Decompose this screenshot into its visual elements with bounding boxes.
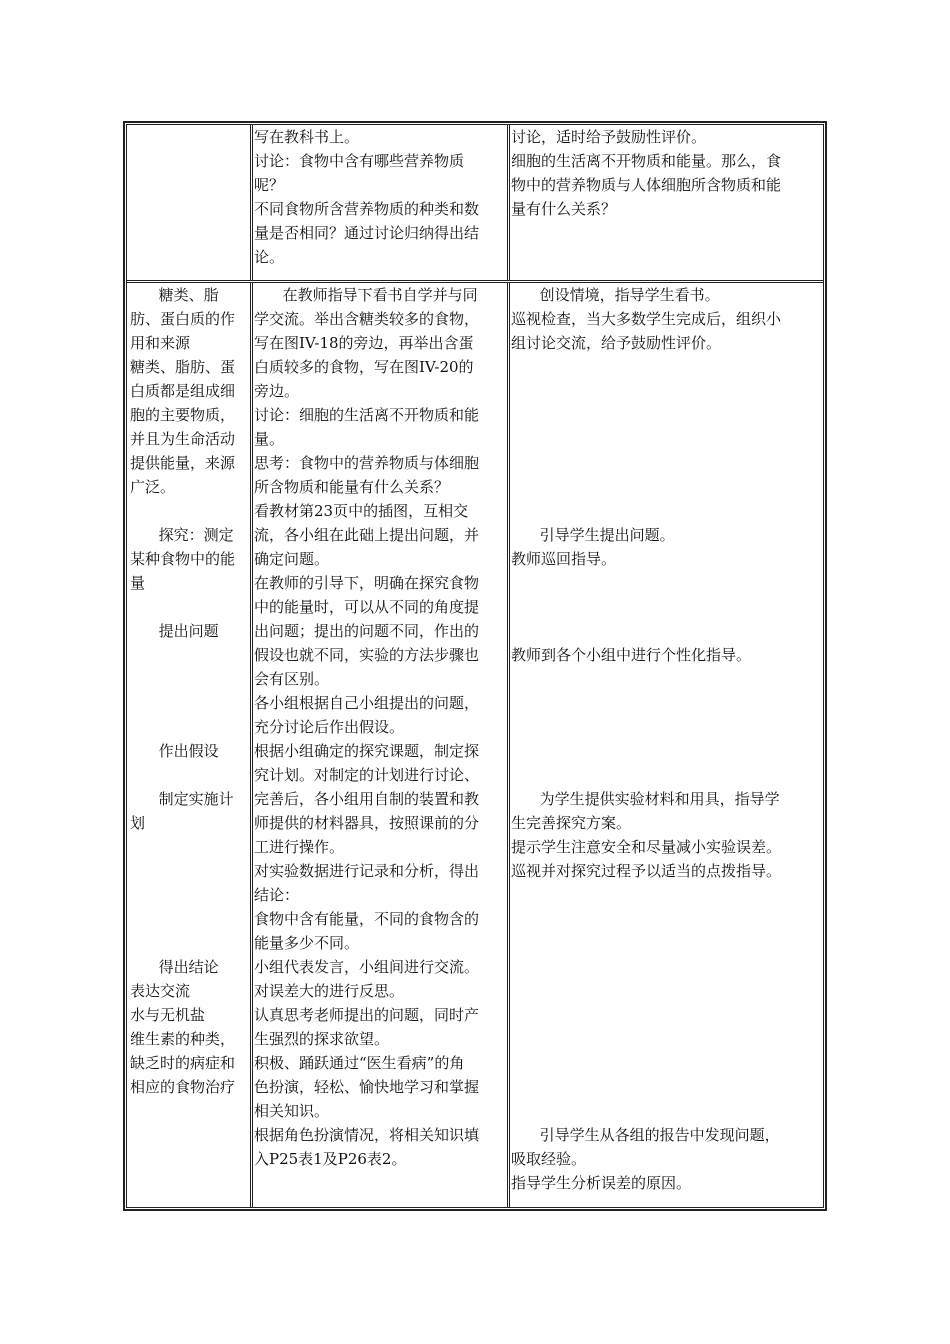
cell-paragraph: 看教材第23页中的插图，互相交 流，各小组在此础上提出问题，并 确定问题。 xyxy=(254,502,480,568)
cell-paragraph: 提示学生注意安全和尽量减小实验误差。 xyxy=(511,838,782,856)
cell-paragraph: 讨论：细胞的生活离不开物质和能 量。 xyxy=(254,406,480,448)
cell-paragraph: 对实验数据进行记录和分析，得出 结论： xyxy=(254,862,480,904)
cell-paragraph xyxy=(511,619,823,643)
stage-cell xyxy=(130,125,250,280)
cell-paragraph: 对误差大的进行反思。 xyxy=(254,982,405,1000)
stage-cell xyxy=(130,283,250,1207)
cell-paragraph xyxy=(130,667,250,691)
cell-paragraph: 维生素的种类， 缺乏时的病症和 相应的食物治疗 xyxy=(130,1030,236,1096)
cell-paragraph xyxy=(130,883,250,907)
cell-paragraph xyxy=(130,907,250,931)
cell-paragraph: 糖类、脂肪、蛋 白质都是组成细 胞的主要物质， 并且为生命活动 提供能量，来源 广泛。 xyxy=(130,358,236,496)
column-divider xyxy=(250,125,253,280)
cell-paragraph xyxy=(511,907,823,931)
cell-paragraph: 指导学生分析误差的原因。 xyxy=(511,1174,692,1192)
cell-paragraph xyxy=(130,931,250,955)
cell-paragraph xyxy=(511,427,823,451)
cell-paragraph xyxy=(511,595,823,619)
cell-paragraph xyxy=(511,1075,823,1099)
cell-paragraph xyxy=(511,403,823,427)
cell-paragraph: 糖类、脂 肪、蛋白质的作 用和来源 xyxy=(130,286,236,352)
student-activity-cell xyxy=(254,125,506,280)
cell-paragraph: 得出结论 xyxy=(130,958,219,976)
cell-paragraph xyxy=(130,595,250,619)
cell-paragraph xyxy=(511,955,823,979)
cell-paragraph xyxy=(511,1027,823,1051)
cell-paragraph xyxy=(511,571,823,595)
cell-paragraph: 水与无机盐 xyxy=(130,1006,206,1024)
cell-paragraph: 提出问题 xyxy=(130,622,219,640)
cell-paragraph xyxy=(511,883,823,907)
cell-paragraph: 表达交流 xyxy=(130,982,191,1000)
cell-paragraph: 讨论：食物中含有哪些营养物质 呢？ xyxy=(254,152,465,194)
cell-paragraph: 不同食物所含营养物质的种类和数 量是否相同？通过讨论归纳得出结 论。 xyxy=(254,200,480,266)
cell-paragraph: 写在教科书上。 xyxy=(254,128,360,146)
cell-paragraph xyxy=(130,859,250,883)
cell-paragraph xyxy=(130,715,250,739)
student-activity-cell xyxy=(254,283,506,1207)
cell-paragraph xyxy=(511,691,823,715)
cell-paragraph: 巡视检查，当大多数学生完成后，组织小 组讨论交流，给予鼓励性评价。 xyxy=(511,310,782,352)
cell-paragraph: 思考：食物中的营养物质与体细胞 所含物质和能量有什么关系？ xyxy=(254,454,480,496)
cell-paragraph: 作出假设 xyxy=(130,742,219,760)
cell-paragraph: 根据角色扮演情况，将相关知识填 入P25表1及P26表2。 xyxy=(254,1126,480,1168)
cell-paragraph: 为学生提供实验材料和用具，指导学 生完善探究方案。 xyxy=(511,790,780,832)
cell-paragraph xyxy=(511,1099,823,1123)
cell-paragraph: 细胞的生活离不开物质和能量。那么，食 物中的营养物质与人体细胞所含物质和能 量有什么关系？ xyxy=(511,152,782,218)
cell-paragraph: 教师巡回指导。 xyxy=(511,550,617,568)
cell-paragraph xyxy=(511,355,823,379)
cell-paragraph xyxy=(511,739,823,763)
cell-paragraph xyxy=(511,475,823,499)
cell-paragraph: 制定实施计 划 xyxy=(130,790,234,832)
cell-paragraph xyxy=(511,451,823,475)
column-divider xyxy=(250,283,253,1207)
cell-paragraph xyxy=(511,667,823,691)
lesson-plan-table xyxy=(126,124,824,1208)
cell-paragraph: 根据小组确定的探究课题，制定探 究计划。对制定的计划进行讨论、 完善后，各小组用自制的装置和教 师提供的材料器具，按照课前的分 工进行操作。 xyxy=(254,742,480,856)
teacher-activity-cell xyxy=(511,283,823,1207)
cell-paragraph: 创设情境，指导学生看书。 xyxy=(511,286,720,304)
cell-paragraph xyxy=(511,1003,823,1027)
cell-paragraph xyxy=(511,979,823,1003)
cell-paragraph: 食物中含有能量，不同的食物含的 能量多少不同。 xyxy=(254,910,480,952)
cell-paragraph: 探究：测定 某种食物中的能 量 xyxy=(130,526,236,592)
cell-paragraph xyxy=(130,691,250,715)
table-row xyxy=(127,125,823,283)
column-divider xyxy=(507,283,510,1207)
cell-paragraph xyxy=(511,1051,823,1075)
cell-paragraph xyxy=(511,763,823,787)
cell-paragraph xyxy=(130,835,250,859)
cell-paragraph xyxy=(130,763,250,787)
cell-paragraph xyxy=(511,931,823,955)
teacher-activity-cell xyxy=(511,125,823,280)
cell-paragraph: 引导学生从各组的报告中发现问题， 吸取经验。 xyxy=(511,1126,780,1168)
cell-paragraph: 各小组根据自己小组提出的问题， 充分讨论后作出假设。 xyxy=(254,694,480,736)
column-divider xyxy=(507,125,510,280)
cell-paragraph: 引导学生提出问题。 xyxy=(511,526,675,544)
cell-paragraph: 认真思考老师提出的问题，同时产 生强烈的探求欲望。 xyxy=(254,1006,480,1048)
cell-paragraph xyxy=(130,643,250,667)
cell-paragraph xyxy=(511,715,823,739)
cell-paragraph xyxy=(511,379,823,403)
cell-paragraph: 讨论，适时给予鼓励性评价。 xyxy=(511,128,707,146)
cell-paragraph xyxy=(511,499,823,523)
cell-paragraph: 在教师指导下看书自学并与同 学交流。举出含糖类较多的食物， 写在图IV-18的旁边，再举出含蛋 白质较多的食物，写在图IV-20的 旁边。 xyxy=(254,286,480,400)
cell-paragraph xyxy=(130,499,250,523)
cell-paragraph: 巡视并对探究过程予以适当的点拨指导。 xyxy=(511,862,782,880)
cell-paragraph: 积极、踊跃通过“医生看病”的角 色扮演，轻松、愉快地学习和掌握 相关知识。 xyxy=(254,1054,480,1120)
table-row xyxy=(127,283,823,1207)
cell-paragraph: 小组代表发言，小组间进行交流。 xyxy=(254,958,480,976)
cell-paragraph: 在教师的引导下，明确在探究食物 中的能量时，可以从不同的角度提 出问题；提出的问题不同，作出的 假设也就不同，实验的方法步骤也 会有区别。 xyxy=(254,574,480,688)
cell-paragraph: 教师到各个小组中进行个性化指导。 xyxy=(511,646,752,664)
